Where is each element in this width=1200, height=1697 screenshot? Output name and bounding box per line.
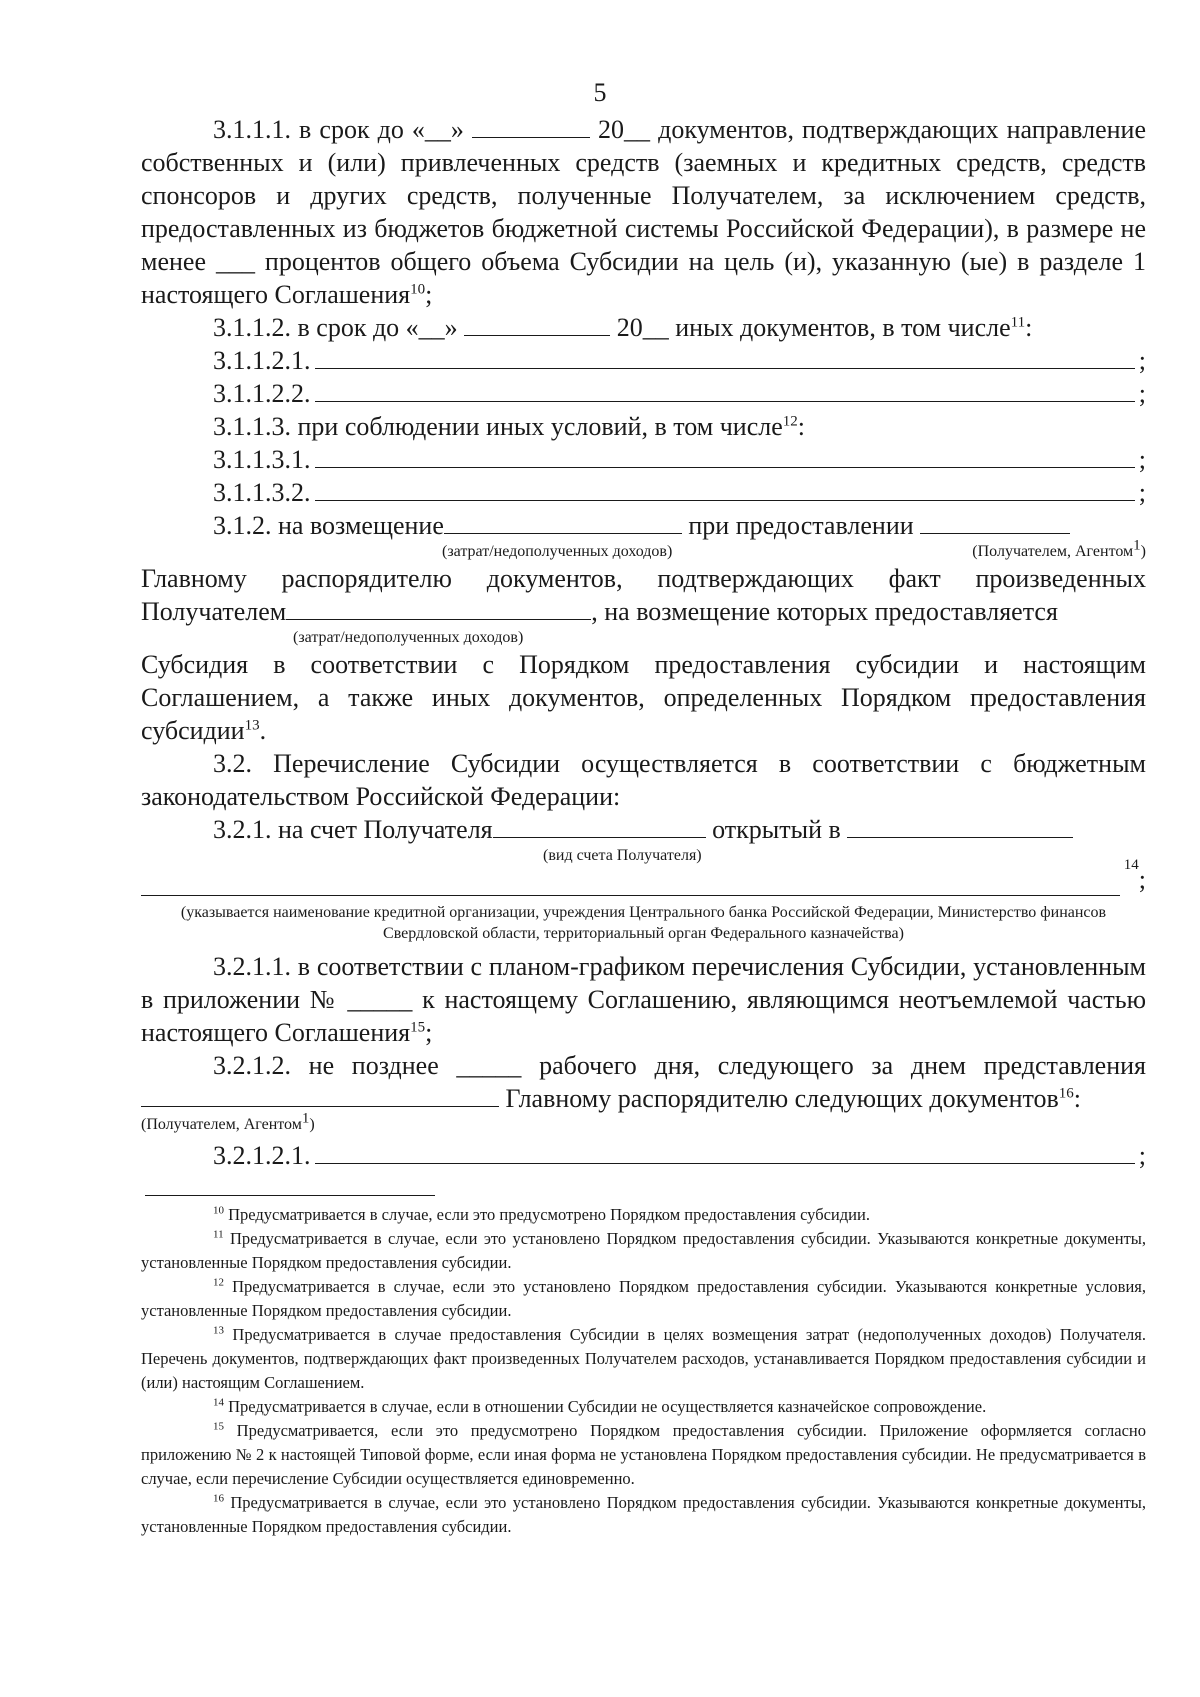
date-blank	[464, 313, 610, 336]
recipient-blank	[920, 511, 1070, 534]
clause-3-2-1-mid: открытый в	[712, 815, 841, 844]
fill-line	[315, 1139, 1135, 1164]
footnote-separator	[145, 1195, 435, 1196]
footnote-ref-13: 13	[244, 717, 260, 734]
clause-3-1-1-3-2: 3.1.1.3.2. ;	[213, 478, 1146, 507]
clause-3-1-1-3-text: 3.1.1.3. при соблюдении иных условий, в том числе	[213, 412, 783, 441]
account-blank	[493, 815, 706, 838]
footnote-text: Предусматривается в случае, если это установлено Порядком предоставления субсидии. Указываются конкретные документы, установленные Порядком предоставления субсидии.	[141, 1229, 1146, 1272]
footnotes	[141, 1203, 1146, 1539]
footnote-ref-11: 11	[1010, 314, 1026, 331]
clause-label: 3.1.1.2.1.	[213, 346, 311, 375]
footnote-text: Предусматривается в случае, если это установлено Порядком предоставления субсидии. Указываются конкретные условия, установленные Порядком предоставления субсидии.	[141, 1277, 1147, 1320]
footnote-number: 12	[213, 1276, 224, 1289]
footnote-16	[141, 1491, 1146, 1539]
clause-3-2-1-2-text: 3.2.1.2. не позднее _____ рабочего дня, следующего за днем представления	[213, 1051, 1146, 1080]
note-account: (вид счета Получателя)	[543, 847, 702, 864]
clause-label: 3.1.1.3.1.	[213, 445, 311, 474]
clause-3-1-1-1-text: направление собственных и (или) привлеченных средств (заемных и кредитных средств, средств спонсоров и других средств, полученные Получателем, за исключением средств, предоставленных из бюджетов бюджетной системы Российской Федерации), в размере не менее ___ процентов общего объема Субсидии на цель (и), указанную (ые) в разделе 1 настоящего Соглашения	[141, 115, 1146, 309]
clause-3-1-1-1: 3.1.1.1. в срок до «__» 20__ документов, подтверждающих направление собственных и (или) привлеченных средств (заемных и кредитных средств, средств спонсоров и других средств, полученные Получателем, за исключением средств, предоставленных из бюджетов бюджетной системы Российской Федерации), в размере не менее ___ процентов общего объема Субсидии на цель (и), указанную (ые) в разделе 1 настоящего Соглашения$^{10}$;	[141, 115, 1146, 309]
clause-3-2-1-1-text: 3.2.1.1. в соответствии с планом-графиком перечисления Субсидии, установленным в приложении № _____ к настоящему Соглашению, являющимся неотъемлемой частью настоящего Соглашения	[141, 952, 1146, 1047]
note-recipient: (Получателем, Агентом$^1$)	[972, 537, 1146, 560]
fill-line	[315, 344, 1135, 369]
page-number: 5	[593, 78, 607, 107]
clause-3-1-2-recipient: Получателем	[141, 597, 287, 626]
footnote-ref-14: 14	[1123, 857, 1139, 873]
fill-line	[315, 443, 1135, 468]
footnote-text: Предусматривается в случае предоставления Субсидии в целях возмещения затрат (недополученных доходов) Получателя. Перечень документов, подтверждающих факт произведенных Получателем расходов, устанавливается Порядком предоставления субсидии и (или) настоящим Соглашением.	[141, 1325, 1146, 1392]
clause-3-2-1-2	[141, 1049, 1146, 1082]
footnote-number: 13	[213, 1324, 224, 1337]
costs-blank	[286, 597, 591, 620]
note-bank: (указывается наименование кредитной организации, учреждения Центрального банка Российской Федерации, Министерство финансов Свердловской области, территориальный орган Федерального казначейства)	[180, 904, 1107, 942]
clause-3-1-2-end-text: Субсидия в соответствии с Порядком предоставления субсидии и настоящим Соглашением, а также иных документов, определенных Порядком предоставления субсидии	[141, 650, 1146, 745]
clause-label: 3.1.1.3.2.	[213, 478, 311, 507]
clause-3-1-1-3: 3.1.1.3. при соблюдении иных условий, в том числе$^{12}$:	[213, 412, 805, 441]
footnote-ref-1: 1	[301, 1110, 310, 1127]
clause-3-1-1-1-mid: 20__ документов, подтверждающих	[598, 115, 999, 144]
footnote-text: Предусматривается в случае, если в отношении Субсидии не осуществляется казначейское сопровождение.	[228, 1397, 987, 1416]
clause-3-2-1-2-1: 3.2.1.2.1. ;	[213, 1141, 1146, 1170]
clause-3-1-2-recipient-line	[141, 595, 1146, 628]
clause-label: 3.2.1.2.1.	[213, 1141, 311, 1170]
clause-3-1-1-1-start: 3.1.1.1. в срок до «__»	[213, 115, 464, 144]
footnote-12	[141, 1275, 1146, 1323]
clause-3-2-1-bank-line: 14 ;	[141, 868, 1146, 896]
clause-3-1-2-line	[141, 509, 1146, 542]
clause-3-1-2-end: Субсидия в соответствии с Порядком предоставления субсидии и настоящим Соглашением, а также иных документов, определенных Порядком предоставления субсидии$^{13}$.	[141, 650, 1146, 745]
note-recipient-text: (Получателем, Агентом	[972, 543, 1134, 560]
clause-3-1-1-2: 3.1.1.2. в срок до «__» 20__ иных документов, в том числе$^{11}$:	[213, 313, 1033, 342]
note-costs: (затрат/недополученных доходов)	[442, 543, 673, 560]
footnote-ref-16: 16	[1058, 1085, 1074, 1102]
footnote-number: 11	[213, 1228, 224, 1241]
note-recipient-text: (Получателем, Агентом	[141, 1116, 302, 1133]
document-body	[141, 113, 1146, 1172]
footnote-ref-10: 10	[410, 281, 426, 298]
footnote-number: 10	[213, 1204, 224, 1217]
clause-3-2-1-start: 3.2.1. на счет Получателя	[213, 815, 493, 844]
clause-3-1-2-reimb: , на возмещение которых предоставляется	[591, 597, 1058, 626]
footnote-14	[141, 1395, 1146, 1419]
clause-3-1-1-2-2: 3.1.1.2.2. ;	[213, 379, 1146, 408]
clause-3-2-1-line	[141, 813, 1146, 846]
clause-3-1-2-text: Главному распорядителю документов, подтверждающих факт произведенных	[141, 564, 1146, 593]
clause-3-1-1-2-1: 3.1.1.2.1. ;	[213, 346, 1146, 375]
note-recipient-2: (Получателем, Агентом$^1$)	[141, 1110, 315, 1133]
footnote-10	[141, 1203, 1146, 1227]
footnote-number: 14	[213, 1396, 224, 1409]
fill-line	[315, 377, 1135, 402]
footnote-15	[141, 1419, 1146, 1491]
clause-3-1-1-3-1: 3.1.1.3.1. ;	[213, 445, 1146, 474]
clause-label: 3.1.1.2.2.	[213, 379, 311, 408]
clause-3-2-1-2-line: Главному распорядителю следующих документов$^{16}$:	[141, 1082, 1146, 1115]
footnote-11	[141, 1227, 1146, 1275]
clause-3-1-2-mid: при предоставлении	[688, 511, 914, 540]
footnote-text: Предусматривается, если это предусмотрено Порядком предоставления субсидии. Приложение оформляется согласно приложению № 2 к настоящей Типовой форме, если иная форма не установлена Порядком предоставления субсидии. Не предусматривается в случае, если перечисление Субсидии осуществляется единовременно.	[141, 1421, 1147, 1488]
bank-name-line	[141, 871, 1120, 896]
clause-3-1-1-2-text: 20__ иных документов, в том числе	[616, 313, 1011, 342]
footnote-text: Предусматривается в случае, если это предусмотрено Порядком предоставления субсидии.	[228, 1205, 870, 1224]
footnote-13	[141, 1323, 1146, 1395]
clause-3-2: 3.2. Перечисление Субсидии осуществляется в соответствии с бюджетным законодательством Российской Федерации:	[141, 749, 1146, 811]
costs-blank	[444, 511, 682, 534]
footnote-number: 15	[213, 1420, 224, 1433]
clause-3-1-2-start: 3.1.2. на возмещение	[213, 511, 444, 540]
date-blank	[472, 115, 590, 138]
bank-blank	[847, 815, 1073, 838]
footnote-text: Предусматривается в случае, если это установлено Порядком предоставления субсидии. Указываются конкретные документы, установленные Порядком предоставления субсидии.	[141, 1493, 1146, 1536]
footnote-ref-1: 1	[1133, 537, 1141, 554]
clause-3-1-1-2-start: 3.1.1.2. в срок до «__»	[213, 313, 458, 342]
clause-3-2-1-2-docs: Главному распорядителю следующих документов	[505, 1084, 1059, 1113]
note-costs-2: (затрат/недополученных доходов)	[293, 629, 524, 646]
clause-3-2-1-1: 3.2.1.1. в соответствии с планом-графиком перечисления Субсидии, установленным в приложении № _____ к настоящему Соглашению, являющимся неотъемлемой частью настоящего Соглашения$^{15}$;	[141, 952, 1146, 1047]
footnote-ref-12: 12	[782, 413, 798, 430]
fill-line	[315, 476, 1135, 501]
clause-3-1-2-notes	[141, 537, 1146, 562]
footnote-number: 16	[213, 1492, 224, 1505]
footnote-ref-15: 15	[410, 1019, 426, 1036]
clause-3-1-2-cont	[141, 562, 1146, 595]
recipient-blank	[141, 1084, 499, 1107]
